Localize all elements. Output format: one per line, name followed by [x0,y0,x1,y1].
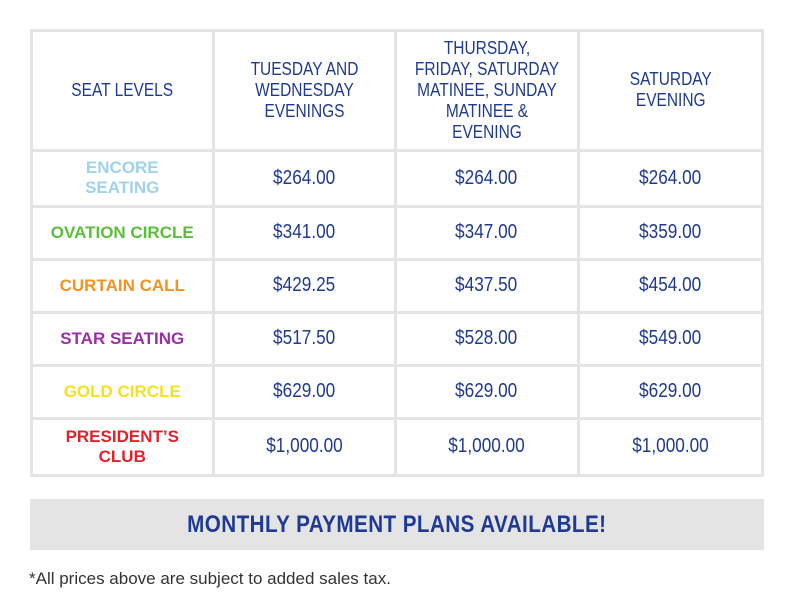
header-sat-evening: SATURDAY EVENING [578,32,761,150]
price-cell: $528.00 [395,312,578,365]
price-cell: $1,000.00 [395,418,578,474]
table-row [33,259,761,312]
price-cell: $341.00 [213,206,395,259]
price-cell: $454.00 [578,259,761,312]
price-cell: $347.00 [395,206,578,259]
price-cell: $264.00 [213,150,395,206]
price-cell: $1,000.00 [213,418,395,474]
table-row [33,418,761,474]
payment-plans-banner [30,499,764,550]
table-row [33,365,761,418]
table-row [33,150,761,206]
price-cell: $1,000.00 [578,418,761,474]
banner-text: MONTHLY PAYMENT PLANS AVAILABLE! [187,510,607,538]
price-cell: $264.00 [578,150,761,206]
table-header-row [33,32,761,150]
footnote: *All prices above are subject to added sales tax. [29,569,391,588]
seat-level-gold: GOLD CIRCLE [33,365,213,418]
price-cell: $629.00 [578,365,761,418]
header-seat-levels: SEAT LEVELS [33,32,213,150]
seat-level-ovation: OVATION CIRCLE [33,206,213,259]
price-cell: $629.00 [395,365,578,418]
price-cell: $517.50 [213,312,395,365]
pricing-table [30,29,764,477]
seat-level-presidents-club: PRESIDENT’S CLUB [33,418,213,474]
seat-level-star: STAR SEATING [33,312,213,365]
price-cell: $629.00 [213,365,395,418]
price-cell: $437.50 [395,259,578,312]
header-tue-wed: TUESDAY AND WEDNESDAY EVENINGS [213,32,395,150]
price-cell: $264.00 [395,150,578,206]
price-cell: $359.00 [578,206,761,259]
price-cell: $429.25 [213,259,395,312]
price-cell: $549.00 [578,312,761,365]
table-row [33,206,761,259]
table-row [33,312,761,365]
header-thu-sun: THURSDAY, FRIDAY, SATURDAY MATINEE, SUNDAY MATINEE & EVENING [395,32,578,150]
seat-level-encore: ENCORE SEATING [33,150,213,206]
seat-level-curtain-call: CURTAIN CALL [33,259,213,312]
